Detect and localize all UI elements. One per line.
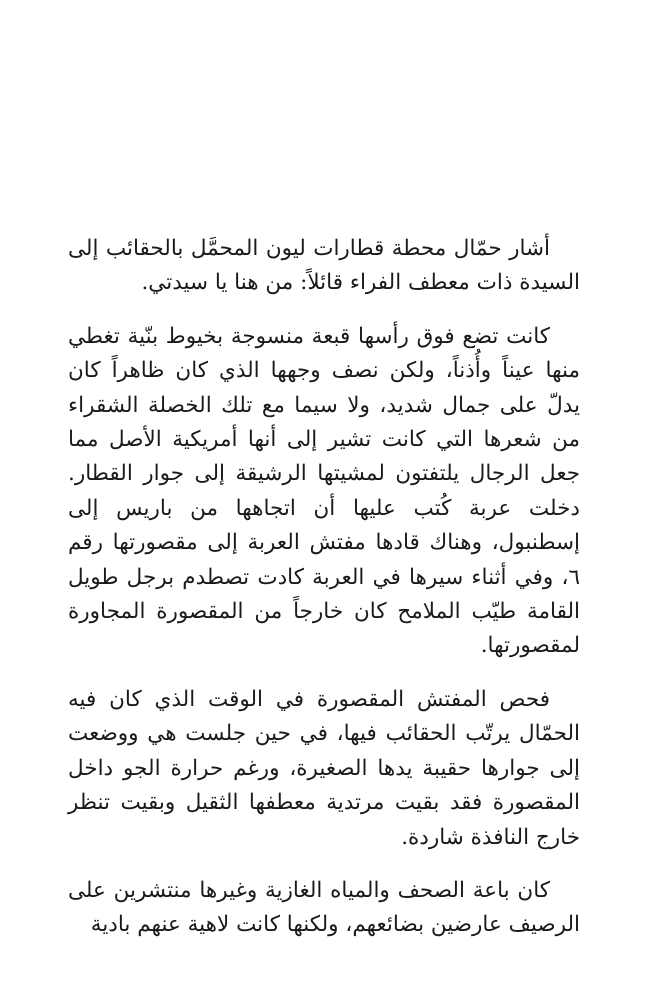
paragraph-1: أشار حمّال محطة قطارات ليون المحمَّل بالحقائب إلى السيدة ذات معطف الفراء قائلاً: من هنا يا سيدتي. [68,236,580,296]
paragraph-4: كان باعة الصحف والمياه الغازية وغيرها منتشرين على الرصيف عارضين بضائعهم، ولكنها كانت لاهية عنهم بادية [68,877,580,938]
book-page-text [68,232,580,962]
paragraph-2: كانت تضع فوق رأسها قبعة منسوجة بخيوط بنّية تغطي منها عيناً وأُذناً، ولكن نصف وجهها الذي كان ظاهراً كان يدلّ على جمال شديد، ولا سيما مع تلك الخصلة الشقراء من شعرها التي كانت تشير إلى أنها أمريكية الأصل مما جعل الرجال يلتفتون لمشيتها الرشيقة إلى جوار القطار. دخلت عربة كُتب عليها أن اتجاهها من باريس إلى إسطنبول، وهناك قادها مفتش العربة إلى مقصورتها رقم ٦، وفي أثناء سيرها في العربة كادت تصطدم برجل طويل القامة طيّب الملامح كان خارجاً من المقصورة المجاورة لمقصورتها. [68,323,580,659]
paragraph-3: فحص المفتش المقصورة في الوقت الذي كان فيه الحمّال يرتّب الحقائب فيها، في حين جلست هي ووضعت إلى جوارها حقيبة يدها الصغيرة، ورغم حرارة الجو داخل المقصورة فقد بقيت مرتدية معطفها الثقيل وبقيت تنظر خارج النافذة شاردة. [68,686,580,850]
